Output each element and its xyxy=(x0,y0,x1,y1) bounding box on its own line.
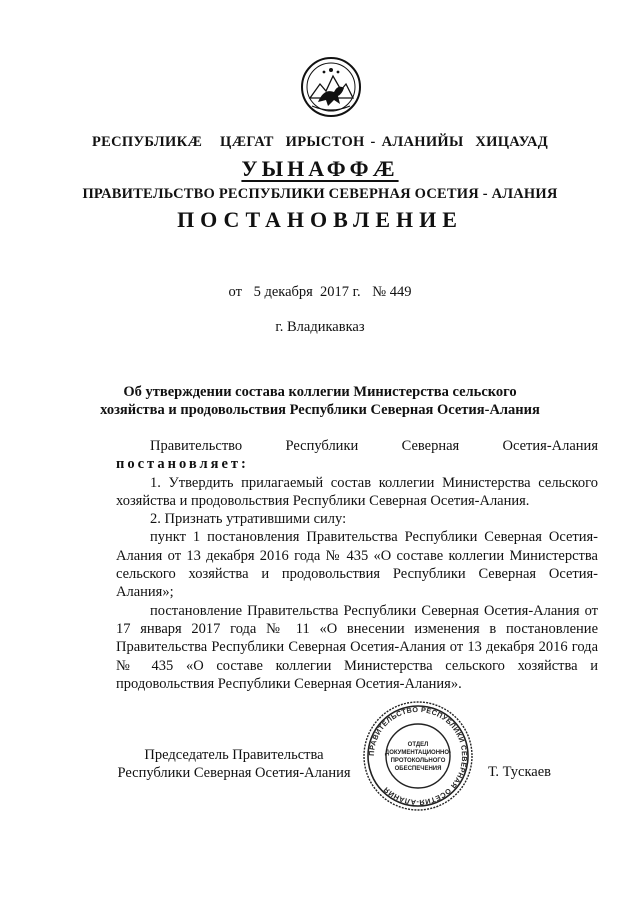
stamp-center-line-4: ОБЕСПЕЧЕНИЯ xyxy=(394,766,442,772)
official-stamp xyxy=(362,698,474,814)
place: г. Владикавказ xyxy=(275,319,365,335)
dateline-from: от xyxy=(228,284,242,300)
coat-of-arms-icon xyxy=(300,54,362,120)
subject-line-2: хозяйства и продовольствия Республики Северная Осетия-Алания xyxy=(100,402,540,418)
stamp-ring-text: ПРАВИТЕЛЬСТВО РЕСПУБЛИКИ СЕВЕРНАЯ ОСЕТИЯ-АЛАНИЯ xyxy=(366,704,470,808)
signatory-position-line-1: Председатель Правительства xyxy=(144,747,324,763)
item-2: 2. Признать утратившими силу: xyxy=(150,511,347,528)
subject-title xyxy=(0,383,640,419)
dateline-date: 5 декабря 2017 г. xyxy=(253,284,361,300)
header-ossetian-republic: РЕСПУБЛИКÆ ЦÆГАТ ИРЫСТОН - АЛАНИЙЫ ХИЦАУАД xyxy=(91,134,549,150)
dateline-number: № 449 xyxy=(372,284,412,300)
stamp-center-line-2: ДОКУМЕНТАЦИОННО- xyxy=(384,750,452,756)
item-1: 1. Утвердить прилагаемый состав коллегии Министерства сельского хозяйства и продовольствия Республики Северная Осетия-Алания. xyxy=(116,474,598,509)
stamp-center-line-3: ПРОТОКОЛЬНОГО xyxy=(390,758,446,764)
signatory-position-line-2: Республики Северная Осетия-Алания xyxy=(117,765,351,781)
item-2-point-a: пункт 1 постановления Правительства Республики Северная Осетия-Алания от 13 декабря 2016 года № 435 «О составе коллегии Министерства сельского хозяйства и продовольствия Республики Северная Осетия-Алания»; xyxy=(116,529,598,601)
preamble: Правительство Республики Северная Осетия-Алания xyxy=(150,438,598,454)
resolution-body xyxy=(116,437,598,693)
resolves-word: постановляет: xyxy=(116,456,249,473)
signatory-name: Т. Тускаев xyxy=(488,764,552,780)
signatory-position xyxy=(114,746,354,782)
stamp-center-line-1: ОТДЕЛ xyxy=(407,742,429,748)
header-government: ПРАВИТЕЛЬСТВО РЕСПУБЛИКИ СЕВЕРНАЯ ОСЕТИЯ - АЛАНИЯ xyxy=(82,186,558,202)
subject-line-1: Об утверждении состава коллегии Министерства сельского xyxy=(123,384,517,400)
dateline xyxy=(0,284,640,301)
item-2-point-b: постановление Правительства Республики Северная Осетия-Алания от 17 января 2017 года № 11 «О внесении изменения в постановление Правительства Республики Северная Осетия-Алания от 13 декабря 2016 года № 435 «О составе коллегии Министерства сельского хозяйства и продовольствия Республики Северная Осетия-Алания». xyxy=(116,602,598,692)
header-doc-type: ПОСТАНОВЛЕНИЕ xyxy=(177,207,463,232)
header-uynaffae xyxy=(0,156,640,182)
header-uynaffae-text: УЫНАФФÆ xyxy=(241,156,399,181)
